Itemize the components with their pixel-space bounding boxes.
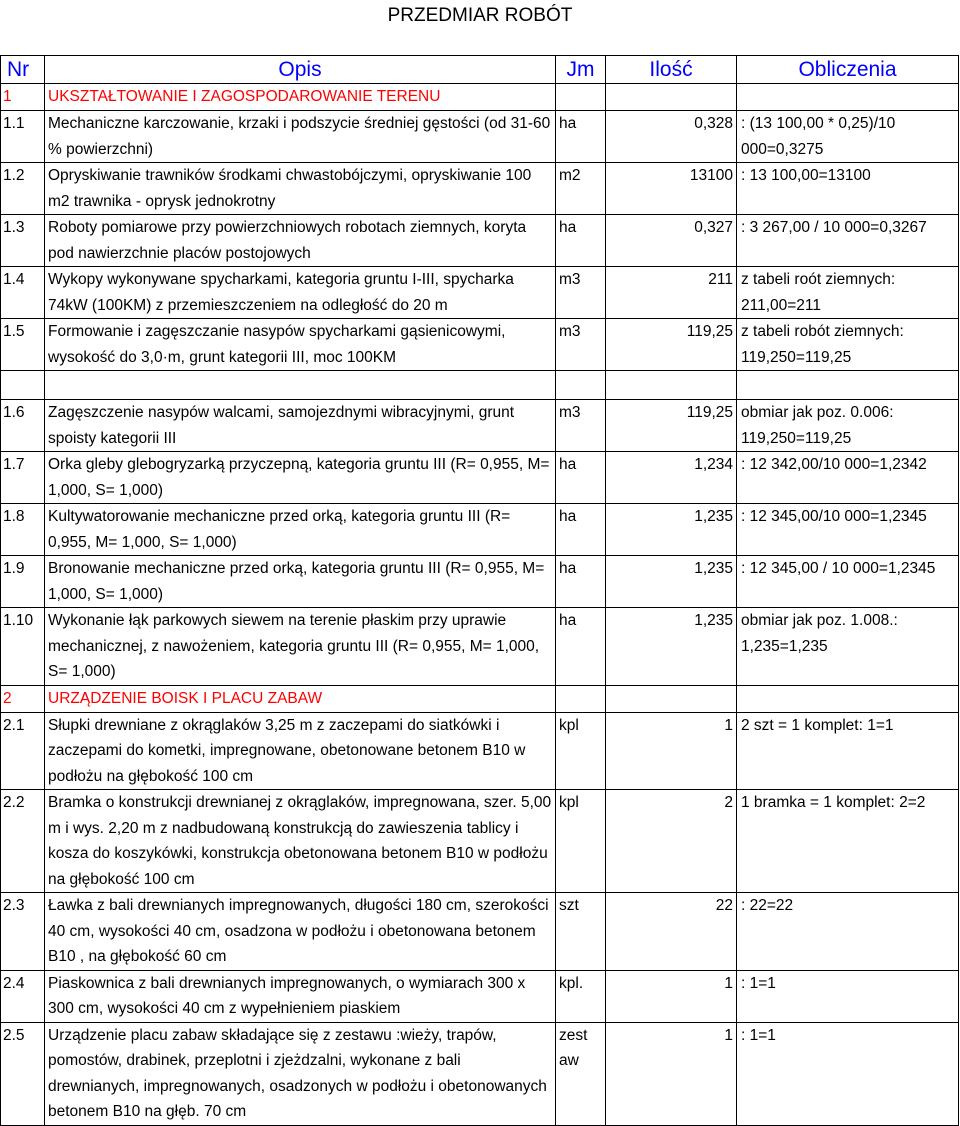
page-title: PRZEDMIAR ROBÓT [387,5,573,26]
header-obliczenia: Obliczenia [737,56,959,84]
row-jm: zest aw [556,1022,606,1125]
row-ilosc: 22 [606,893,737,971]
row-opis: Orka gleby glebogryzarką przyczepną, kategoria gruntu III (R= 0,955, M= 1,000, S= 1,000) [45,452,556,504]
row-opis: Zagęszczenie nasypów walcami, samojezdnymi wibracyjnymi, grunt spoisty kategorii III [45,400,556,452]
table-header-row [1,56,959,84]
row-obliczenia: z tabeli roót ziemnych: 211,00=211 [737,267,959,319]
row-obliczenia: obmiar jak poz. 0.006: 119,250=119,25 [737,400,959,452]
row-opis: Opryskiwanie trawników środkami chwastobójczymi, opryskiwanie 100 m2 trawnika - oprysk jednokrotny [45,163,556,215]
row-opis: Ławka z bali drewnianych impregnowanych, długości 180 cm, szerokości 40 cm, wysokości 40 cm, osadzona w podłożu i obetonowana betonem B10 , na głębokość 60 cm [45,893,556,971]
row-opis: Roboty pomiarowe przy powierzchniowych robotach ziemnych, koryta pod nawierzchnie placów postojowych [45,215,556,267]
row-nr: 1.5 [1,319,45,371]
row-jm: ha [556,608,606,686]
row-ilosc: 1 [606,1022,737,1125]
row-ilosc: 0,327 [606,215,737,267]
row-opis: Kultywatorowanie mechaniczne przed orką, kategoria gruntu III (R= 0,955, M= 1,000, S= 1,000) [45,504,556,556]
row-obliczenia: : 12 345,00 / 10 000=1,2345 [737,556,959,608]
table-row [1,319,959,371]
row-obliczenia: : 1=1 [737,970,959,1022]
row-nr: 2.3 [1,893,45,971]
section-title: UKSZTAŁTOWANIE I ZAGOSPODAROWANIE TERENU [45,84,556,111]
row-obliczenia: : 13 100,00=13100 [737,163,959,215]
row-opis: Bramka o konstrukcji drewnianej z okrąglaków, impregnowana, szer. 5,00 m i wys. 2,20 m z nadbudowaną konstrukcją do zawieszenia tablicy i kosza do koszykówki, konstrukcja obetonowana betonem B10 w podłożu na głębokość 100 cm [45,790,556,893]
table-row [1,400,959,452]
row-nr: 1.7 [1,452,45,504]
row-opis: Mechaniczne karczowanie, krzaki i podszycie średniej gęstości (od 31-60 % powierzchni) [45,111,556,163]
row-ilosc: 1,235 [606,504,737,556]
row-opis: Bronowanie mechaniczne przed orką, kategoria gruntu III (R= 0,955, M= 1,000, S= 1,000) [45,556,556,608]
row-obliczenia: : (13 100,00 * 0,25)/10 000=0,3275 [737,111,959,163]
table-row [1,267,959,319]
row-opis: Wykonanie łąk parkowych siewem na terenie płaskim przy uprawie mechanicznej, z nawożeniem, kategoria gruntu III (R= 0,955, M= 1,000, S= 1,000) [45,608,556,686]
row-nr: 1.8 [1,504,45,556]
table-row [1,1022,959,1125]
row-jm: m3 [556,267,606,319]
table-row [1,608,959,686]
section-nr: 2 [1,685,45,712]
row-jm: szt [556,893,606,971]
spacer-row [1,371,959,400]
row-jm: m2 [556,163,606,215]
table-row [1,712,959,790]
row-obliczenia: : 12 345,00/10 000=1,2345 [737,504,959,556]
table-row [1,504,959,556]
section-row [1,685,959,712]
row-ilosc: 0,328 [606,111,737,163]
row-nr: 1.4 [1,267,45,319]
row-nr: 2.4 [1,970,45,1022]
row-ilosc: 13100 [606,163,737,215]
row-jm: ha [556,556,606,608]
row-ilosc: 1,234 [606,452,737,504]
row-nr: 1.3 [1,215,45,267]
header-ilosc: Ilość [606,56,737,84]
row-ilosc: 1 [606,970,737,1022]
row-ilosc: 1 [606,712,737,790]
row-ilosc: 119,25 [606,400,737,452]
row-ilosc: 119,25 [606,319,737,371]
row-obliczenia: : 1=1 [737,1022,959,1125]
row-jm: kpl [556,712,606,790]
row-opis: Wykopy wykonywane spycharkami, kategoria gruntu I-III, spycharka 74kW (100KM) z przemieszczeniem na odległość do 20 m [45,267,556,319]
row-obliczenia: : 12 342,00/10 000=1,2342 [737,452,959,504]
table-row [1,215,959,267]
table-row [1,556,959,608]
row-nr: 1.2 [1,163,45,215]
row-opis: Urządzenie placu zabaw składające się z zestawu :wieży, trapów, pomostów, drabinek, przeplotni i zjeżdzalni, wykonane z bali drewnianych, impregnowanych, osadzonych w podłożu i obetonowanych betonem B10 na głęb. 70 cm [45,1022,556,1125]
row-ilosc: 1,235 [606,608,737,686]
row-jm: ha [556,452,606,504]
row-opis: Formowanie i zagęszczanie nasypów spycharkami gąsienicowymi, wysokość do 3,0·m, grunt kategorii III, moc 100KM [45,319,556,371]
row-jm: m3 [556,400,606,452]
row-jm: ha [556,504,606,556]
table-row [1,163,959,215]
row-nr: 1.9 [1,556,45,608]
row-jm: ha [556,215,606,267]
row-jm: kpl [556,790,606,893]
header-jm: Jm [556,56,606,84]
table-row [1,111,959,163]
row-jm: ha [556,111,606,163]
row-nr: 2.5 [1,1022,45,1125]
header-opis: Opis [45,56,556,84]
row-ilosc: 211 [606,267,737,319]
section-row [1,84,959,111]
row-opis: Słupki drewniane z okrąglaków 3,25 m z zaczepami do siatkówki i zaczepami do kometki, impregnowane, obetonowane betonem B10 w podłożu na głębokość 100 cm [45,712,556,790]
row-obliczenia: : 22=22 [737,893,959,971]
table-row [1,970,959,1022]
section-title: URZĄDZENIE BOISK I PLACU ZABAW [45,685,556,712]
row-nr: 1.1 [1,111,45,163]
row-opis: Piaskownica z bali drewnianych impregnowanych, o wymiarach 300 x 300 cm, wysokości 40 cm z wypełnieniem piaskiem [45,970,556,1022]
table-row [1,893,959,971]
row-nr: 2.2 [1,790,45,893]
row-obliczenia: z tabeli robót ziemnych: 119,250=119,25 [737,319,959,371]
table-row [1,790,959,893]
row-nr: 1.6 [1,400,45,452]
header-nr: Nr [1,56,45,84]
row-jm: m3 [556,319,606,371]
row-ilosc: 1,235 [606,556,737,608]
row-obliczenia: 2 szt = 1 komplet: 1=1 [737,712,959,790]
bill-of-quantities-table [0,55,959,1126]
row-jm: kpl. [556,970,606,1022]
row-nr: 1.10 [1,608,45,686]
section-nr: 1 [1,84,45,111]
row-obliczenia: obmiar jak poz. 1.008.: 1,235=1,235 [737,608,959,686]
row-obliczenia: 1 bramka = 1 komplet: 2=2 [737,790,959,893]
row-nr: 2.1 [1,712,45,790]
table-row [1,452,959,504]
row-obliczenia: : 3 267,00 / 10 000=0,3267 [737,215,959,267]
row-ilosc: 2 [606,790,737,893]
